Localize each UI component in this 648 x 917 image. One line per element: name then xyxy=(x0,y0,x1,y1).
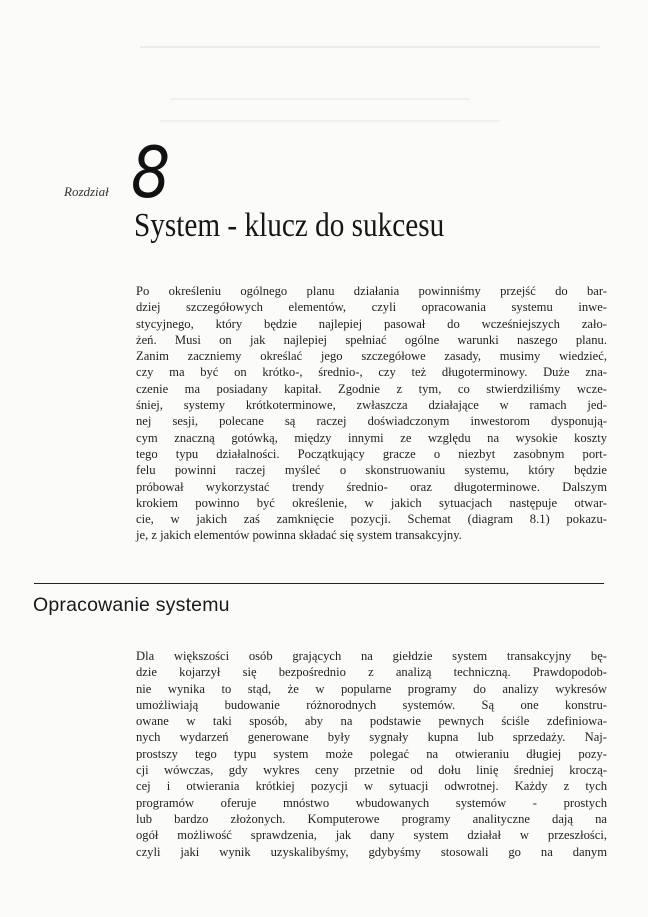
chapter-title: System - klucz do sukcesu xyxy=(134,207,445,244)
text-line: próbował wykorzystać trendy średnio- oraz długoterminowe. Dalszym xyxy=(136,479,607,494)
text-line: cji wówczas, gdy wykres ceny przetnie od dołu linię średniej kroczą- xyxy=(136,763,607,778)
text-line: Dla większości osób grających na giełdzie system transakcyjny bę- xyxy=(136,649,607,663)
text-line: śniej, systemy krótkoterminowe, zwłaszcza działające w ramach jed- xyxy=(136,398,607,413)
chapter-number: 8 xyxy=(131,132,171,214)
text-line: czyli jaki wynik uzyskalibyśmy, gdybyśmy stosowali go na danym xyxy=(136,844,607,859)
section-title: Opracowanie systemu xyxy=(33,594,230,616)
scan-bleed-line xyxy=(140,46,600,48)
scan-bleed-line xyxy=(170,98,470,100)
text-line: dzie kojarzył się bezpośrednio z analizą techniczną. Prawdopodob- xyxy=(136,665,607,680)
scan-bleed-line xyxy=(160,120,500,122)
text-line: cym znaczną gotówką, między innymi ze względu na wysokie koszty xyxy=(136,430,607,445)
text-line: Zanim zaczniemy określać jego szczegółowe zasady, musimy wiedzieć, xyxy=(136,349,607,364)
text-line: programów oferuje mnóstwo wbudowanych systemów - prostych xyxy=(136,795,607,810)
text-line: nej sesji, polecane są raczej doświadczonym inwestorom dysponują- xyxy=(136,414,607,429)
text-line: krokiem powinno być określenie, w jakich sytuacjach następuje otwar- xyxy=(136,495,607,510)
text-line: tego typu działalności. Początkujący gracze o niezbyt zasobnym port- xyxy=(136,446,607,461)
text-line: czenie ma posiadany kapitał. Zgodnie z tym, co stwierdziliśmy wcze- xyxy=(136,381,607,396)
text-line: je, z jakich elementów powinna składać się system transakcyjny. xyxy=(136,528,462,543)
paragraph-intro xyxy=(136,283,607,544)
text-line: felu powinni raczej myśleć o skonstruowaniu systemu, który będzie xyxy=(136,463,607,478)
text-line: umożliwiają budowanie różnorodnych systemów. Są one konstru- xyxy=(136,697,607,712)
text-line: lub bardzo złożonych. Komputerowe programy analityczne dają na xyxy=(136,811,607,826)
text-line: owane w taki sposób, aby na podstawie pewnych ściśle zdefiniowa- xyxy=(136,714,607,729)
text-line: nych wydarzeń generowane były sygnały kupna lub sprzedaży. Naj- xyxy=(136,730,607,745)
text-line: cej i otwierania krótkiej pozycji w sytuacji odwrotnej. Każdy z tych xyxy=(136,779,607,794)
text-line: dziej szczegółowych elementów, czyli opracowania systemu inwe- xyxy=(136,300,607,315)
text-line: Po określeniu ogólnego planu działania powinniśmy przejść do bar- xyxy=(136,284,607,298)
text-line: cie, w jakich zaś zamknięcie pozycji. Schemat (diagram 8.1) pokazu- xyxy=(136,512,607,527)
paragraph-system-design xyxy=(136,648,607,860)
text-line: nie wynika to stąd, że w popularne programy do analizy wykresów xyxy=(136,681,607,696)
chapter-label: Rozdział xyxy=(64,184,109,199)
text-line: ogół możliwość sprawdzenia, jak dany system działał w przeszłości, xyxy=(136,828,607,843)
text-line: żeń. Musi on jak najlepiej spełniać ogólne warunki naszego planu. xyxy=(136,332,607,347)
text-line: prostszy tego typu system może polegać na otwieraniu długiej pozy- xyxy=(136,746,607,761)
section-divider xyxy=(34,583,604,584)
text-line: czy ma być on krótko-, średnio-, czy też długoterminowy. Duże zna- xyxy=(136,365,607,380)
text-line: stycyjnego, który będzie najlepiej pasował do wcześniejszych zało- xyxy=(136,316,607,331)
